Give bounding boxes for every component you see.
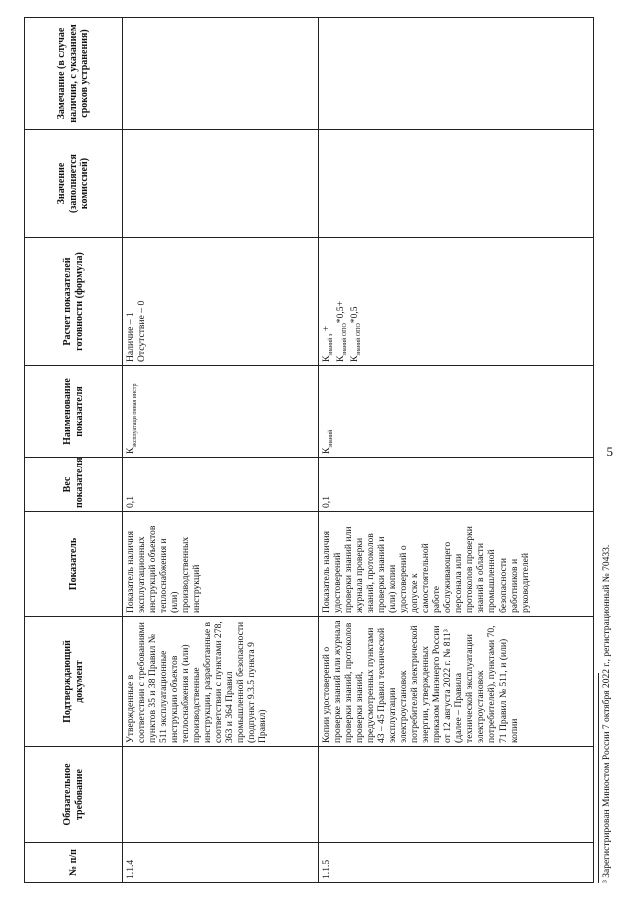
page-number: 5 <box>606 444 613 459</box>
row-num: 1.1.5 <box>319 843 594 883</box>
header-indicator: Показатель <box>25 512 123 617</box>
name-subscript: эксплуатаци онная инстр <box>131 383 138 448</box>
row-formula <box>123 238 319 366</box>
formula-subscript: знаний ОПО <box>355 323 362 356</box>
table-row <box>319 18 594 883</box>
row-weight: 0,1 <box>319 458 594 512</box>
requirements-table <box>24 17 594 883</box>
row-remark <box>319 18 594 130</box>
footnote: ³ Зарегистрирован Минюстом России 7 октября 2022 г., регистрационный № 70433. <box>602 544 612 883</box>
row-indicator-name <box>123 366 319 458</box>
row-document: Утвержденные в соответствии с требованиями пунктов 35 и 38 Правил № 511 эксплуатационные инструкции объектов теплоснабжения и (или) производственные инструкции, разработанные в соответствии с пунктами 278, 363 и 364 Правил промышленной безопасности (подпункт 9.3.5 пункта 9 Правил) <box>123 617 319 747</box>
row-indicator: Показатель наличия удостоверений проверки знаний или журнала проверки знаний, протоколов проверки знаний и (или) копии удостоверений о допуске к самостоятельной работе обслуживающего персонала или протоколов проверки знаний в области промышленной безопасности работников и руководителей <box>319 512 594 617</box>
formula-base: К <box>321 355 332 362</box>
header-requirement: Обязательное требование <box>25 747 123 843</box>
formula-tail: *0,5 <box>348 306 360 324</box>
footnote-divider <box>598 673 599 883</box>
name-base: К <box>321 447 332 454</box>
rotated-page <box>24 18 614 883</box>
formula-tail: + <box>321 325 332 334</box>
table-row <box>123 18 319 883</box>
header-remark: Замечание (в случае наличия, с указанием сроков устранения) <box>25 18 123 130</box>
row-weight: 0,1 <box>123 458 319 512</box>
formula-tail: *0,5+ <box>334 301 346 324</box>
row-value <box>123 130 319 238</box>
header-num: № п/п <box>25 843 123 883</box>
formula-line: Отсутствие – 0 <box>136 300 148 362</box>
row-indicator: Показатель наличия эксплуатационных инструкций объектов теплоснабжения и (или) производственных инструкций <box>123 512 319 617</box>
row-requirement <box>123 747 319 843</box>
formula-base: К <box>334 355 346 362</box>
formula-line <box>321 241 335 362</box>
row-num: 1.1.4 <box>123 843 319 883</box>
header-weight: Вес показателя <box>25 458 123 512</box>
name-subscript: знаний <box>327 429 334 448</box>
header-formula: Расчет показателей готовности (формула) <box>25 238 123 366</box>
row-requirement <box>319 747 594 843</box>
formula-line: Наличие – 1 <box>125 312 136 362</box>
formula-subscript: знаний ОПО <box>341 323 348 356</box>
header-value: Значение (заполняется комиссией) <box>25 130 123 238</box>
formula-subscript: знаний э <box>327 333 334 356</box>
formula-line <box>335 241 349 362</box>
name-base: К <box>125 447 136 454</box>
formula-line <box>349 241 363 362</box>
row-value <box>319 130 594 238</box>
formula-base: К <box>348 355 360 362</box>
header-document: Подтверждающий документ <box>25 617 123 747</box>
table-header-row <box>25 18 123 883</box>
row-indicator-name <box>319 366 594 458</box>
row-document: Копии удостоверений о проверке знаний или журнала проверки знаний, протоколов проверки знаний, предусмотренных пунктами 43 – 45 Правил технической эксплуатации электроустановок потребителей электрической энергии, утвержденных приказом Минэнерго России от 12 августа 2022 г. № 811³ (далее – Правила технической эксплуатации электроустановок потребителей), пунктами 70, 71 Правил № 511, и (или) копии <box>319 617 594 747</box>
row-remark <box>123 18 319 130</box>
row-formula <box>319 238 594 366</box>
header-name: Наименование показателя <box>25 366 123 458</box>
